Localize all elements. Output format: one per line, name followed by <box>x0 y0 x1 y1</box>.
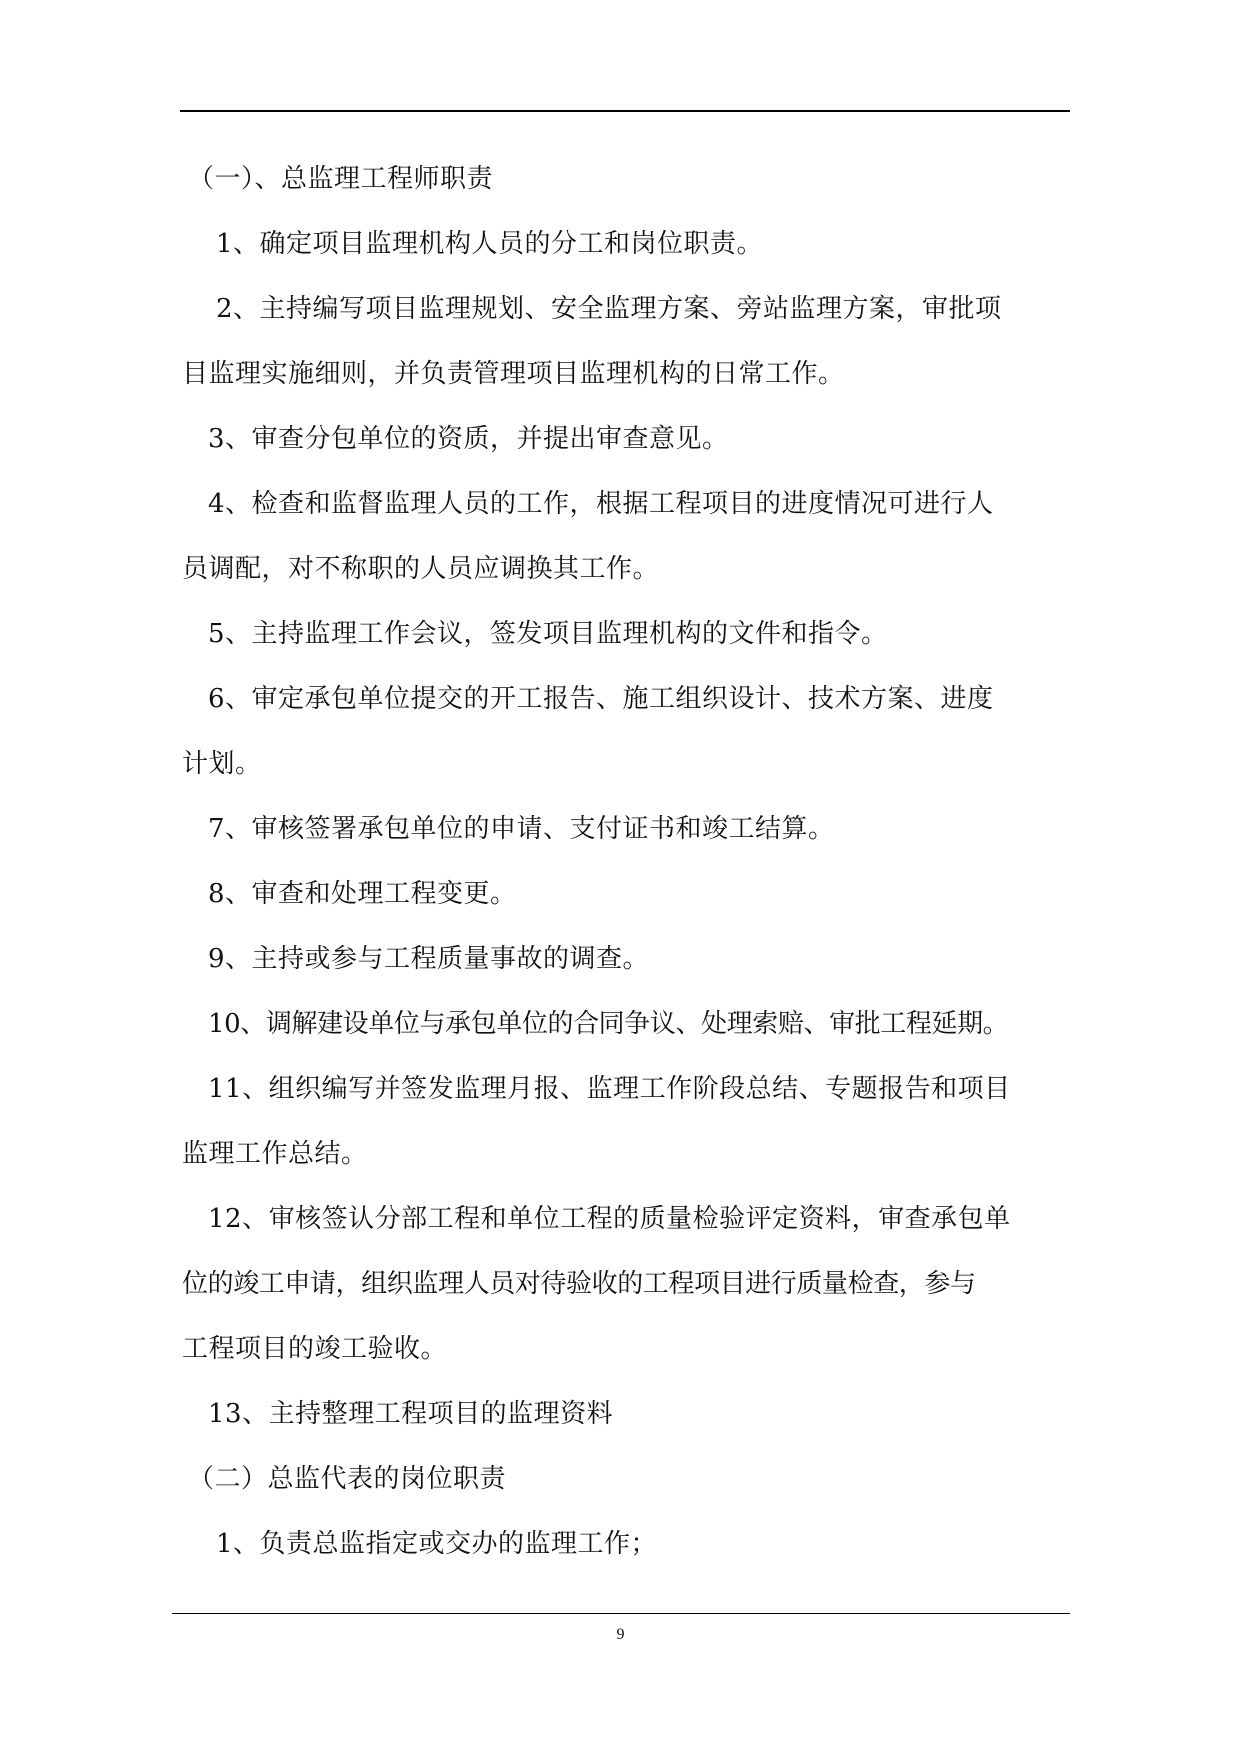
paragraph-line: 5、主持监理工作会议，签发项目监理机构的文件和指令。 <box>208 619 888 649</box>
footer-rule <box>172 1613 1070 1614</box>
paragraph-line: 监理工作总结。 <box>182 1139 368 1169</box>
paragraph-line: 11、组织编写并签发监理月报、监理工作阶段总结、专题报告和项目 <box>208 1074 1011 1104</box>
paragraph-line: 1、负责总监指定或交办的监理工作； <box>216 1529 658 1559</box>
paragraph-line: 8、审查和处理工程变更。 <box>208 879 517 909</box>
paragraph-line: 3、审查分包单位的资质，并提出审查意见。 <box>208 424 729 454</box>
paragraph-line: 6、审定承包单位提交的开工报告、施工组织设计、技术方案、进度 <box>208 684 994 714</box>
paragraph-line: 10、调解建设单位与承包单位的合同争议、处理索赔、审批工程延期。 <box>208 1009 1009 1039</box>
paragraph-line: 目监理实施细则，并负责管理项目监理机构的日常工作。 <box>182 359 845 389</box>
page-number: 9 <box>616 1626 625 1643</box>
section-heading-2: （二）总监代表的岗位职责 <box>188 1464 507 1494</box>
paragraph-line: 13、主持整理工程项目的监理资料 <box>208 1399 614 1429</box>
paragraph-line: 员调配，对不称职的人员应调换其工作。 <box>182 554 660 584</box>
paragraph-line: 位的竣工申请，组织监理人员对待验收的工程项目进行质量检查，参与 <box>182 1269 976 1299</box>
paragraph-line: 4、检查和监督监理人员的工作，根据工程项目的进度情况可进行人 <box>208 489 994 519</box>
paragraph-line: 1、确定项目监理机构人员的分工和岗位职责。 <box>216 229 764 259</box>
paragraph-line: 计划。 <box>182 749 262 779</box>
paragraph-line: 12、审核签认分部工程和单位工程的质量检验评定资料，审查承包单 <box>208 1204 1011 1234</box>
header-rule <box>180 110 1070 112</box>
paragraph-line: 9、主持或参与工程质量事故的调查。 <box>208 944 650 974</box>
paragraph-line: 2、主持编写项目监理规划、安全监理方案、旁站监理方案，审批项 <box>216 294 1002 324</box>
paragraph-line: 工程项目的竣工验收。 <box>182 1334 448 1364</box>
paragraph-line: 7、审核签署承包单位的申请、支付证书和竣工结算。 <box>208 814 835 844</box>
section-heading-1: （一）、总监理工程师职责 <box>188 164 494 194</box>
document-body <box>182 147 1070 1577</box>
